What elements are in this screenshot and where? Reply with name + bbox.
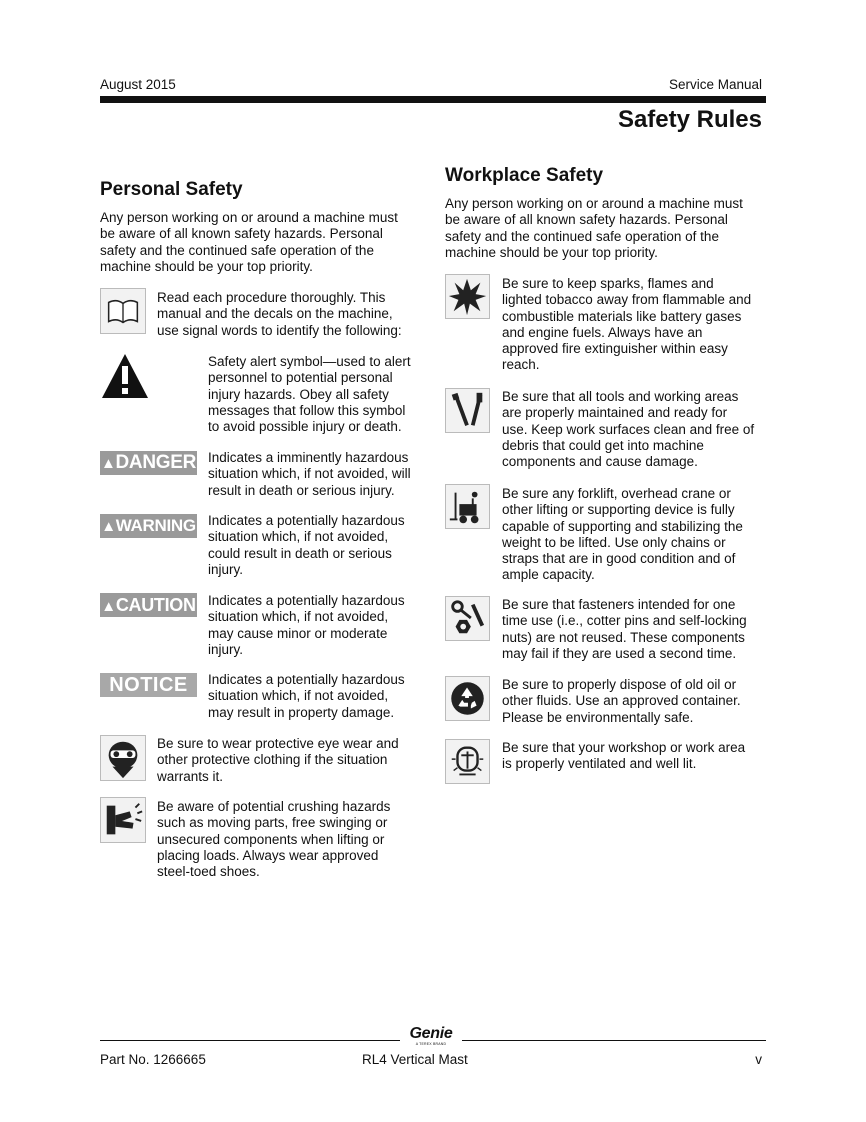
safety-alert-text: Safety alert symbol—used to alert personnel to potential personal injury hazards. Obey all safety messages that follow this symbol to avoid possible injury or death.: [208, 354, 411, 435]
personal-safety-intro: Any person working on or around a machine must be aware of all known safety hazards. Personal safety and the continued safe operation of the machine should be your top priority.: [100, 210, 398, 274]
warning-triangle-icon: [100, 352, 150, 400]
tools-icon: [445, 388, 490, 433]
fire-safety-text: Be sure to keep sparks, flames and lighted tobacco away from flammable and combustible materials like battery gases and engine fuels. Always have an approved fire extinguisher within easy reach.: [502, 276, 752, 373]
forklift-icon: [445, 484, 490, 529]
footer-part-number: Part No. 1266665: [100, 1052, 206, 1067]
header-rule: [100, 96, 766, 103]
notice-signal: NOTICE: [100, 673, 197, 697]
footer-rule-left: [100, 1040, 400, 1041]
alert-triangle-icon: ▲: [101, 598, 116, 615]
warning-label: WARNING: [115, 516, 196, 535]
footer-product: RL4 Vertical Mast: [362, 1052, 468, 1067]
notice-text: Indicates a potentially hazardous situation which, if not avoided, may result in property damage.: [208, 672, 405, 720]
protective-eyewear-icon: [100, 735, 146, 781]
ventilation-light-icon: [445, 739, 490, 784]
caution-text: Indicates a potentially hazardous situation which, if not avoided, may cause minor or moderate injury.: [208, 593, 405, 657]
fire-explosion-icon: [445, 274, 490, 319]
recycle-icon: [445, 676, 490, 721]
header-date: August 2015: [100, 77, 176, 92]
crush-hazard-icon: [100, 797, 146, 843]
caution-signal: [100, 593, 197, 617]
header-doc-type: Service Manual: [668, 77, 762, 92]
genie-logo: Genie A TEREX BRAND: [409, 1025, 453, 1046]
footer-rule-right: [462, 1040, 766, 1041]
warning-text: Indicates a potentially hazardous situation which, if not avoided, could result in death or serious injury.: [208, 513, 405, 577]
warning-signal: [100, 514, 197, 538]
personal-safety-heading: Personal Safety: [100, 179, 243, 200]
danger-signal: [100, 451, 197, 475]
fasteners-text: Be sure that fasteners intended for one time use (i.e., cotter pins and self-locking nuts) are not reused. These components may fail if they are used a second time.: [502, 597, 747, 661]
read-procedure-text: Read each procedure thoroughly. This manual and the decals on the machine, use signal words to identify the following:: [157, 290, 402, 338]
workplace-safety-heading: Workplace Safety: [445, 165, 604, 186]
danger-text: Indicates a imminently hazardous situation which, if not avoided, will result in death or serious injury.: [208, 450, 411, 498]
caution-label: CAUTION: [115, 595, 196, 615]
lifting-device-text: Be sure any forklift, overhead crane or other lifting or supporting device is fully capable of supporting and stabilizing the weight to be lifted. Use only chains or straps that are in good condition and of ample capacity.: [502, 486, 743, 583]
book-icon: [100, 288, 146, 334]
fastener-wrench-icon: [445, 596, 490, 641]
workplace-safety-intro: Any person working on or around a machine must be aware of all known safety hazards. Personal safety and the continued safe operation of the machine should be your top priority.: [445, 196, 743, 260]
footer-page-number: v: [755, 1052, 762, 1067]
alert-triangle-icon: ▲: [101, 518, 116, 535]
recycle-text: Be sure to properly dispose of old oil or other fluids. Use an approved container. Please be environmentally safe.: [502, 677, 741, 725]
page-title: Safety Rules: [617, 106, 762, 133]
eyewear-text: Be sure to wear protective eye wear and other protective clothing if the situation warrants it.: [157, 736, 399, 784]
crush-hazard-text: Be aware of potential crushing hazards such as moving parts, free swinging or unsecured components when lifting or placing loads. Always wear approved steel-toed shoes.: [157, 799, 391, 880]
alert-triangle-icon: ▲: [100, 455, 116, 472]
danger-label: DANGER: [115, 452, 197, 473]
tools-text: Be sure that all tools and working areas are properly maintained and ready for use. Keep work surfaces clean and free of debris that could get into machine components and cause damage.: [502, 389, 755, 470]
ventilation-text: Be sure that your workshop or work area is properly ventilated and well lit.: [502, 740, 746, 772]
